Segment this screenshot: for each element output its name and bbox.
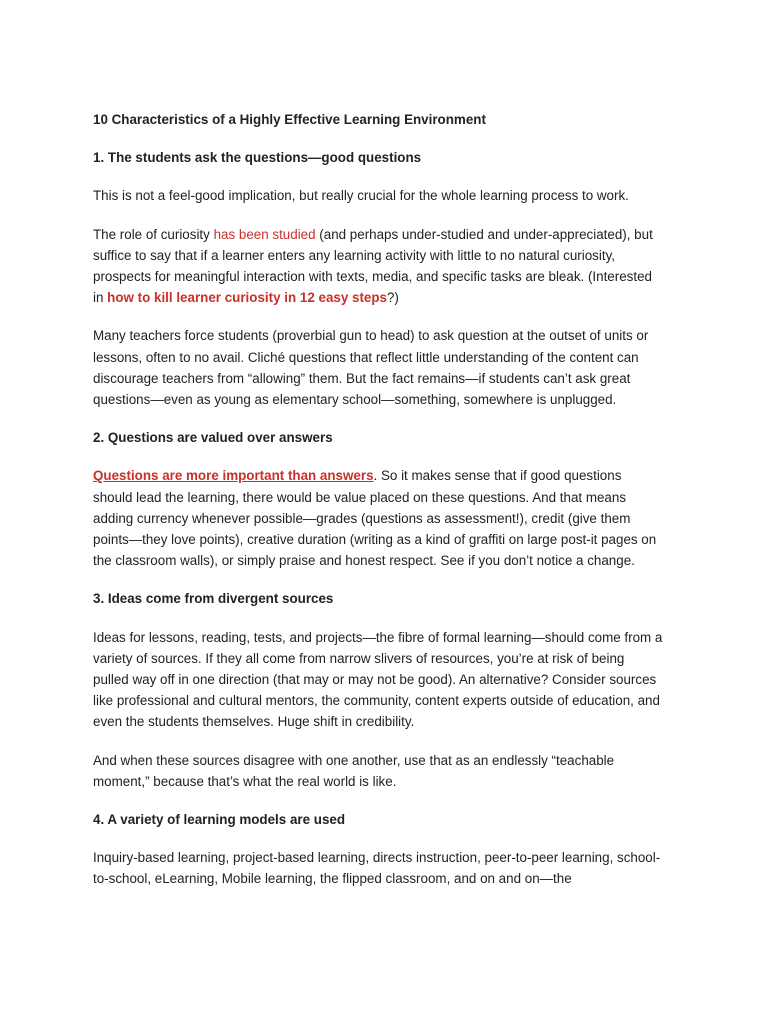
questions-more-important-link[interactable]: Questions are more important than answers [93, 468, 374, 484]
section-2-heading: 2. Questions are valued over answers [93, 430, 333, 446]
paragraph-text: ?) [386, 290, 399, 306]
kill-curiosity-link[interactable]: how to kill learner curiosity in 12 easy steps [107, 290, 387, 306]
section-4-paragraph-1: Inquiry-based learning, project-based learning, directs instruction, peer-to-peer learning, school-to-school, eLearning, Mobile learning, the flipped classroom, and on and on—the [93, 850, 661, 887]
paragraph-text: The role of curiosity [93, 226, 214, 242]
has-been-studied-link[interactable]: has been studied [213, 226, 316, 242]
section-1-paragraph-3: Many teachers force students (proverbial gun to head) to ask question at the outset of units or lessons, often to no avail. Cliché questions that reflect little understanding of the content can discourage teachers from “allowing” them. But the fact remains—if students can’t ask great questions—even as young as elementary school—something, somewhere is unplugged. [93, 328, 649, 408]
paragraph-text: . So it makes sense that if good questions should lead the learning, there would be value placed on these questions. And that means adding currency whenever possible—grades (questions as assessment!), credit (give them points—they love points), creative duration (writing as a kind of graffiti on large post-it pages on the classroom walls), or simply praise and honest respect. See if you don’t notice a change. [93, 468, 657, 569]
section-4-heading: 4. A variety of learning models are used [93, 812, 346, 828]
section-1-paragraph-2 [93, 224, 663, 309]
section-3-paragraph-2: And when these sources disagree with one another, use that as an endlessly “teachable moment,” because that’s what the real world is like. [93, 752, 615, 789]
section-2-paragraph-1 [93, 465, 663, 571]
section-3-heading: 3. Ideas come from divergent sources [93, 591, 334, 607]
section-1-paragraph-1: This is not a feel-good implication, but really crucial for the whole learning process to work. [93, 188, 629, 204]
document-title: 10 Characteristics of a Highly Effective Learning Environment [93, 112, 486, 127]
section-1-heading: 1. The students ask the questions—good questions [93, 150, 422, 166]
section-3-paragraph-1: Ideas for lessons, reading, tests, and projects—the fibre of formal learning—should come from a variety of sources. If they all come from narrow slivers of resources, you’re at risk of being pulled way off in one direction (that may or may not be good). An alternative? Consider sources like professional and cultural mentors, the community, content experts outside of education, and even the students themselves. Huge shift in credibility. [93, 629, 663, 730]
paragraph-text: (and perhaps under-studied and under-appreciated), but suffice to say that if a learner enters any learning activity with little to no natural curiosity, prospects for meaningful interaction with texts, media, and specific tasks are bleak. (Interested in [93, 226, 653, 306]
document-page [93, 109, 663, 907]
